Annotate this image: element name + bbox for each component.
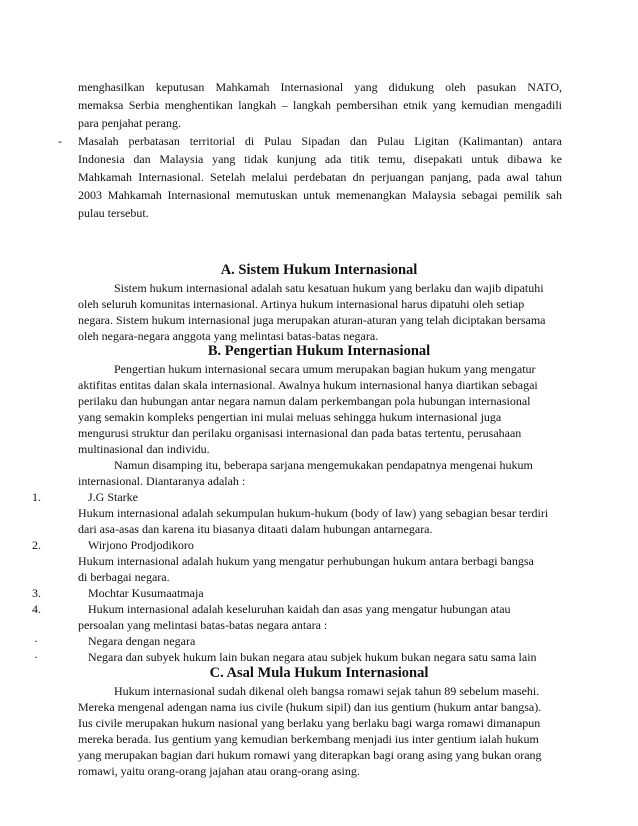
list-number: 4.: [32, 602, 41, 616]
paragraph-line: yang merupakan bagian dari hukum romawi yang diterapkan bagi orang asing yang bukan orang: [78, 748, 542, 762]
list-item-title: Wirjono Prodjodikoro: [88, 538, 194, 552]
paragraph-line: romawi, yaitu orang-orang jajahan atau orang-orang asing.: [78, 764, 360, 778]
paragraph-line: Mahkamah Internasional. Setelah melalui perdebatan dn perjuangan panjang, pada awal tahun: [78, 170, 562, 184]
paragraph-line: oleh seluruh komunitas internasional. Artinya hukum internasional harus dipatuhi oleh setiap: [78, 297, 525, 311]
sub-list-item: Negara dengan negara: [88, 634, 196, 648]
sub-list-item: Negara dan subyek hukum lain bukan negara atau subjek hukum bukan negara satu sama lain: [88, 650, 537, 664]
sub-bullet: ·: [34, 650, 38, 664]
paragraph-line: mengurusi struktur dan perilaku organisasi internasional dan pada batas tertentu, perusahaan: [78, 426, 522, 440]
list-item-text: dari asa-asas dan karena itu biasanya ditaati dalam hubungan antarnegara.: [78, 522, 433, 536]
paragraph-line: negara. Sistem hukum internasional juga merupakan aturan-aturan yang telah diciptakan bersama: [78, 313, 546, 327]
paragraph-line: menghasilkan keputusan Mahkamah Internasional yang didukung oleh pasukan NATO,: [78, 80, 562, 94]
paragraph-line: multinasional dan individu.: [78, 442, 210, 456]
paragraph-line: memaksa Serbia menghentikan langkah – langkah pembersihan etnik yang kemudian mengadili: [78, 98, 562, 112]
section-heading-c: C. Asal Mula Hukum Internasional: [209, 665, 429, 681]
paragraph-line: Mereka mengenal adengan nama ius civile (hukum sipil) dan ius gentium (hukum antar bangsa).: [78, 700, 542, 714]
paragraph-line: pulau tersebut.: [78, 206, 149, 220]
list-item-title: J.G Starke: [88, 490, 138, 504]
paragraph-line: para penjahat perang.: [78, 116, 181, 130]
paragraph-line: aktifitas entitas dalan skala internasional. Awalnya hukum internasional hanya diartikan sebagai: [78, 378, 538, 392]
list-item-text: Hukum internasional adalah hukum yang mengatur perhubungan hukum antara berbagi bangsa: [78, 554, 534, 568]
list-number: 1.: [32, 490, 41, 504]
list-item-text: Hukum internasional adalah sekumpulan hukum-hukum (body of law) yang sebagian besar terdiri: [78, 506, 549, 520]
paragraph-line: internasional. Diantaranya adalah :: [78, 474, 246, 488]
paragraph-line: Namun disamping itu, beberapa sarjana mengemukakan pendapatnya mengenai hukum: [114, 458, 533, 472]
paragraph-line: Indonesia dan Malaysia yang tidak kunjung ada titik temu, disepakati untuk dibawa ke: [78, 152, 562, 166]
sub-bullet: ·: [34, 634, 38, 648]
paragraph-line: perilaku dan hubungan antar negara namun dalam perkembangan pola hubungan internasional: [78, 394, 531, 408]
section-heading-a: A. Sistem Hukum Internasional: [220, 262, 418, 278]
paragraph-line: yang semakin kompleks pengertian ini mulai meluas sehingga hukum internasional juga: [78, 410, 502, 424]
list-bullet: -: [58, 134, 62, 148]
paragraph-line: Pengertian hukum internasional secara umum merupakan bagian hukum yang mengatur: [114, 362, 536, 376]
list-number: 2.: [32, 538, 41, 552]
paragraph-line: Sistem hukum internasional adalah satu kesatuan hukum yang berlaku dan wajib dipatuhi: [114, 281, 544, 295]
list-item-title: Mochtar Kusumaatmaja: [88, 586, 204, 600]
paragraph-line: 2003 Mahkamah Internasional memutuskan untuk memenangkan Malaysia sebagai pemilik sah: [78, 188, 562, 202]
paragraph-line: Ius civile merupakan hukum nasional yang berlaku yang berlaku bagi warga romawi dimanapun: [78, 716, 541, 730]
list-item-text: persoalan yang melintasi batas-batas negara antara :: [78, 618, 328, 632]
paragraph-line: oleh negara-negara anggota yang melintasi batas-batas negara.: [78, 329, 379, 343]
paragraph-line: Masalah perbatasan territorial di Pulau Sipadan dan Pulau Ligitan (Kalimantan) antara: [78, 134, 562, 148]
paragraph-line: Hukum internasional sudah dikenal oleh bangsa romawi sejak tahun 89 sebelum masehi.: [114, 684, 540, 698]
list-number: 3.: [32, 586, 41, 600]
list-item-title: Hukum internasional adalah keseluruhan kaidah dan asas yang mengatur hubungan atau: [88, 602, 511, 616]
list-item-text: di berbagai negara.: [78, 570, 170, 584]
paragraph-line: mereka berada. Ius gentium yang kemudian berkembang menjadi ius inter gentium ialah hukum: [78, 732, 539, 746]
section-heading-b: B. Pengertian Hukum Internasional: [207, 343, 431, 359]
